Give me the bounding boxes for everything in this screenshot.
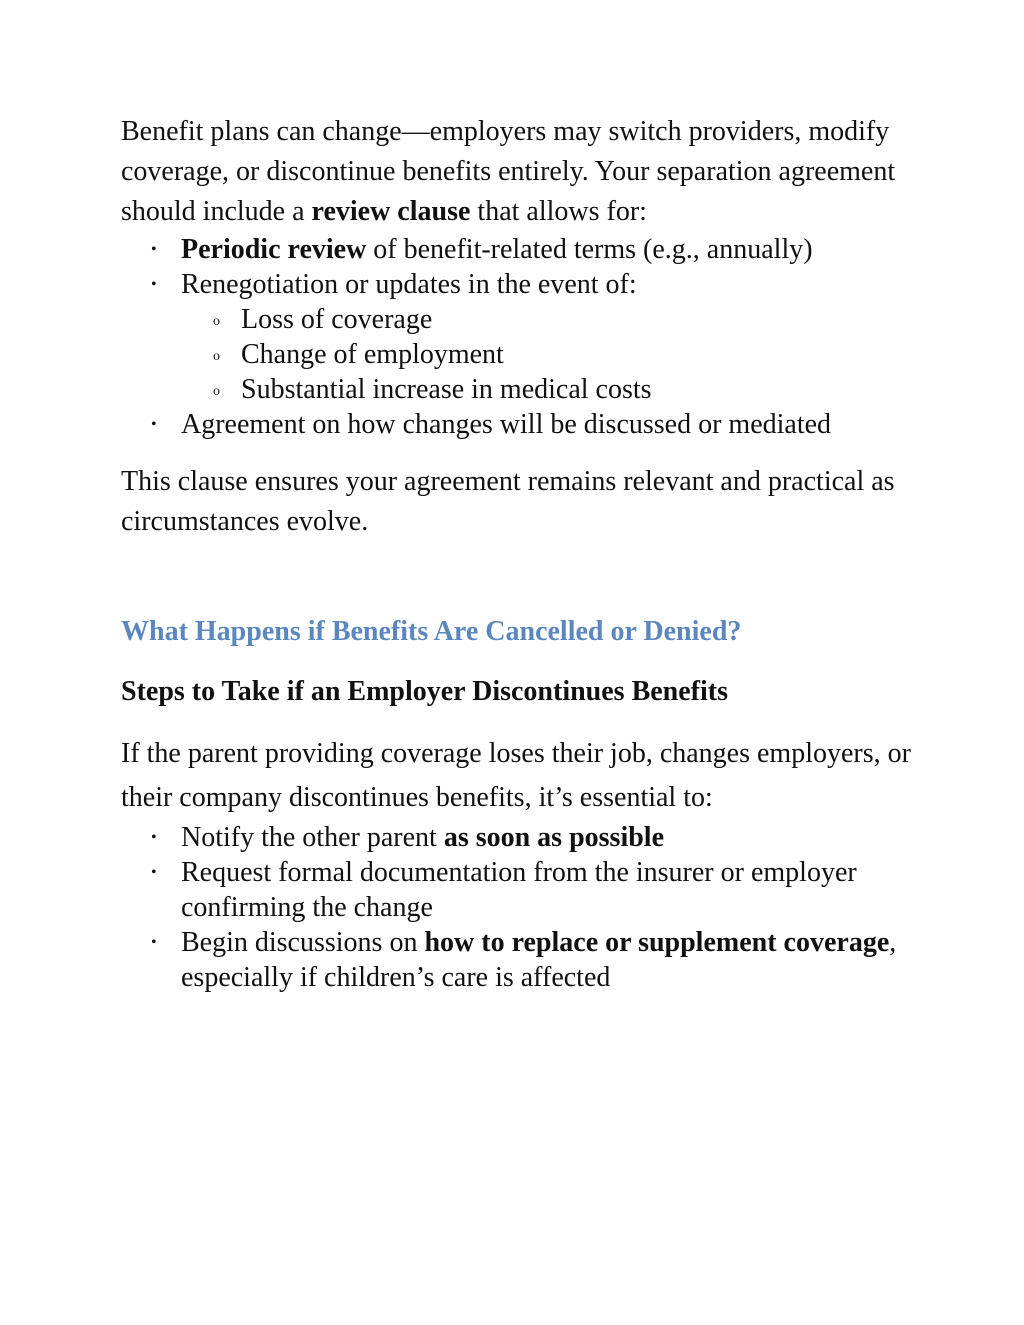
list-item — [121, 855, 911, 925]
list-item-text: Renegotiation or updates in the event of: — [181, 269, 637, 300]
steps-intro-paragraph: If the parent providing coverage loses their job, changes employers, or their company discontinues benefits, it’s essential to: — [121, 738, 911, 813]
list-item-bold: Periodic review — [181, 234, 367, 265]
section-heading: What Happens if Benefits Are Cancelled or Denied? — [121, 616, 742, 647]
intro-paragraph — [121, 112, 911, 232]
list-item — [121, 925, 911, 995]
list-item-bold: as soon as possible — [443, 822, 664, 853]
sub-list-item: o Substantial increase in medical costs — [181, 372, 911, 407]
list-item — [121, 407, 911, 442]
list-item-text: of benefit-related terms (e.g., annually) — [366, 234, 813, 265]
intro-text-bold: review clause — [311, 196, 471, 227]
list-item-bold: how to replace or supplement coverage — [424, 927, 890, 958]
list-item-text: Notify the other parent — [181, 822, 444, 853]
list-item — [121, 267, 911, 407]
intro-text-post: that allows for: — [470, 196, 647, 227]
list-item-text: , especially if children’s care is affected — [181, 927, 897, 993]
document-page — [121, 112, 911, 995]
list-item-text: Agreement on how changes will be discussed or mediated — [181, 409, 832, 440]
list-item-text: Begin discussions on — [181, 927, 425, 958]
list-item-text: Request formal documentation from the insurer or employer confirming the change — [181, 857, 857, 923]
steps-list — [121, 820, 911, 995]
renegotiation-sub-list — [181, 302, 911, 407]
list-item — [121, 820, 911, 855]
closing-paragraph: This clause ensures your agreement remains relevant and practical as circumstances evolve. — [121, 466, 895, 537]
subsection-heading: Steps to Take if an Employer Discontinues Benefits — [121, 676, 728, 707]
sub-list-item: o Loss of coverage — [181, 302, 911, 337]
review-clause-list — [121, 232, 911, 442]
sub-list-item: o Change of employment — [181, 337, 911, 372]
intro-text-pre: Benefit plans can change—employers may switch providers, modify coverage, or discontinue benefits entirely. Your separation agreement should include a — [121, 116, 896, 227]
list-item — [121, 232, 911, 267]
